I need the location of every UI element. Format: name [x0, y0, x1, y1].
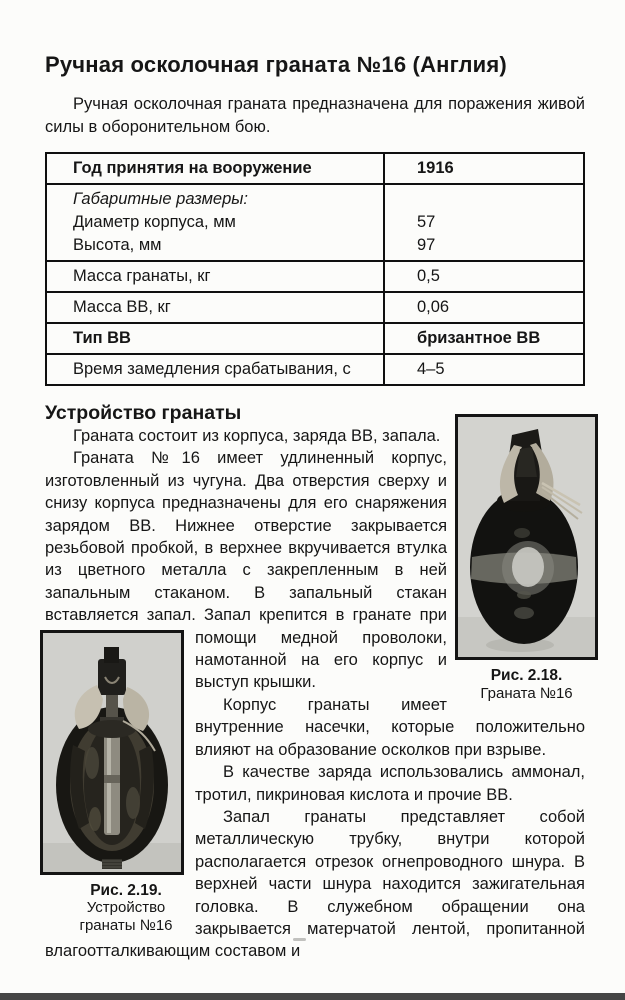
paragraph-text: Запал гранаты представляет собой металлическую трубку, внутри которой располагается отрезок огнепроводного шнура. В верхней части шнура находится зажигательная головка. В служебном обращении она закрывается матерчатой лентой, пропитанной влагоотталкивающим составом и	[45, 807, 585, 961]
value-spacer	[417, 188, 575, 211]
figure-photo-frame	[40, 630, 184, 875]
grenade-cutaway-photo	[43, 633, 181, 872]
table-row	[46, 292, 584, 323]
figure-2-19	[40, 630, 184, 935]
row-value: 1916	[384, 153, 584, 184]
paragraph-text: Граната состоит из корпуса, заряда ВВ, запала.	[73, 427, 441, 445]
figure-caption	[40, 882, 184, 935]
figure-caption-text: гранаты №16	[79, 916, 173, 934]
scan-artifact	[293, 938, 306, 941]
section-heading: Устройство гранаты	[45, 402, 242, 424]
row-group-label: Габаритные размеры:	[73, 190, 249, 208]
row-subline-label: Диаметр корпуса, мм	[73, 213, 236, 231]
figure-caption-text: Устройство	[86, 899, 166, 917]
table-row	[46, 323, 584, 354]
row-value: бризантное ВВ	[384, 323, 584, 354]
row-value: 0,5	[384, 261, 584, 292]
intro-paragraph: Ручная осколочная граната предназначена для поражения живой силы в оборонительном бою.	[45, 95, 585, 136]
figure-2-18	[455, 414, 598, 702]
table-row	[46, 261, 584, 292]
page-title: Ручная осколочная граната №16 (Англия)	[45, 52, 507, 77]
figure-photo-frame	[455, 414, 598, 660]
row-subline-value: 97	[417, 236, 436, 254]
device-section	[45, 402, 585, 963]
paragraph-text: медной проволоки, намотанной на его корпус и выступ крышки.	[195, 628, 447, 692]
row-subline-value: 57	[417, 213, 436, 231]
row-label: Время замедления срабатывания, с	[46, 354, 384, 385]
grenade-photo	[458, 417, 595, 657]
row-value: 0,06	[384, 292, 584, 323]
figure-caption-number: Рис. 2.18.	[490, 667, 563, 684]
table-row	[46, 354, 584, 385]
paragraph-text: В качестве заряда использовались аммонал, тротил, пикриновая кислота и прочие ВВ.	[195, 763, 585, 804]
figure-caption-number: Рис. 2.19.	[90, 881, 162, 899]
figure-caption	[455, 667, 598, 702]
row-label: Масса ВВ, кг	[46, 292, 384, 323]
row-value: 4–5	[384, 354, 584, 385]
paragraph-text: Граната №16 имеет удлиненный корпус, изготовленный из чугуна. Два отверстия сверху и снизу корпуса предназначены для его снаряжения зарядом ВВ. Нижнее отверстие закрывается резьбовой пробкой, в верхнее вкручивается втулка из цветного металла с закрепленным в ней запальным стаканом. В запальный стакан вставляется запал. Запал крепится в гранате при помощи	[45, 449, 447, 647]
row-value	[384, 184, 584, 261]
row-subline-label: Высота, мм	[73, 236, 162, 254]
page-bottom-edge	[0, 993, 625, 1000]
table-row	[46, 184, 584, 261]
row-label: Тип ВВ	[46, 323, 384, 354]
row-label: Масса гранаты, кг	[46, 261, 384, 292]
specs-table	[45, 152, 585, 386]
row-label: Год принятия на вооружение	[46, 153, 384, 184]
row-label	[46, 184, 384, 261]
figure-caption-text: Граната №16	[480, 684, 573, 702]
paragraph-text: Корпус гранаты имеет внутренние насечки, которые положительно влияют на образование осколков при взрыве.	[195, 695, 585, 759]
table-row	[46, 153, 584, 184]
